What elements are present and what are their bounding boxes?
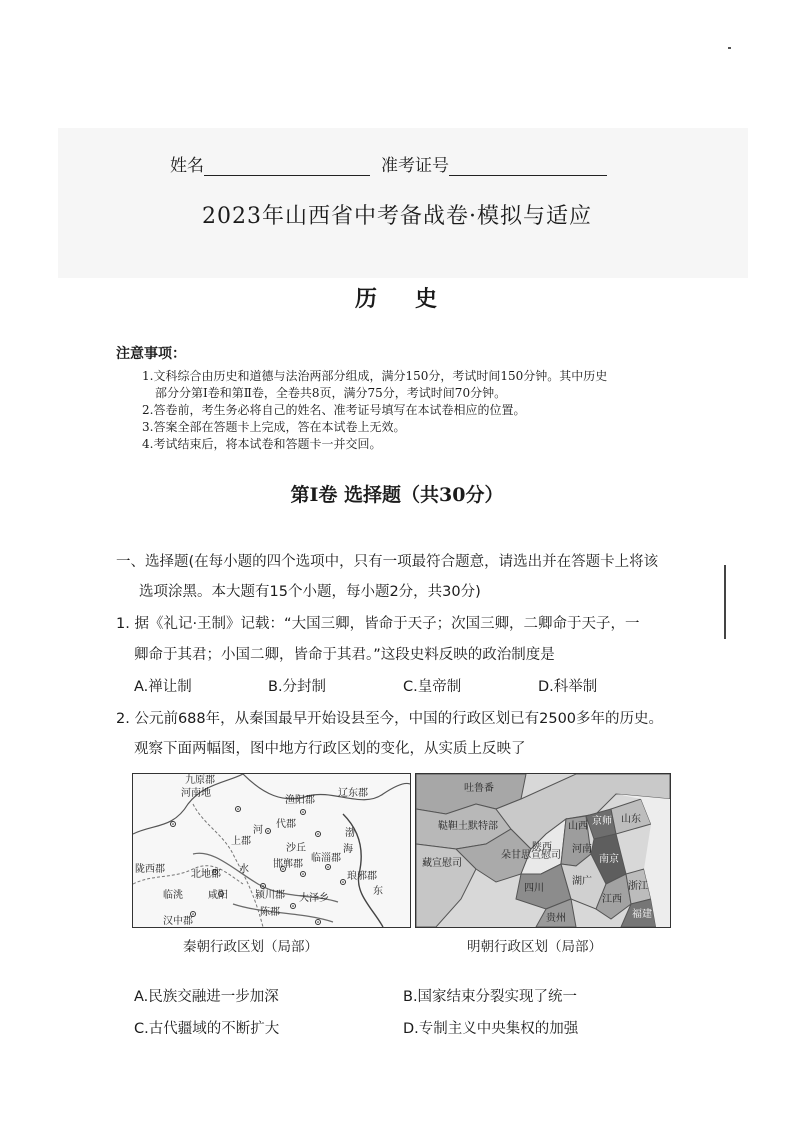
notice-line: 部分分第Ⅰ卷和第Ⅱ卷，全卷共8页，满分75分，考试时间70分钟。 — [155, 386, 507, 400]
map-label: 颍川郡 — [255, 890, 285, 901]
question-1-option-c[interactable]: C.皇帝制 — [403, 679, 462, 695]
name-label: 姓名 — [170, 156, 204, 176]
subject-title: 历史 — [355, 286, 476, 312]
map-label: 陈郡 — [260, 907, 280, 918]
question-2-text: 2. 公元前688年，从秦国最早开始设县至今，中国的行政区划已有2500多年的历史。 — [116, 711, 664, 727]
map-label: 邯郸郡 — [273, 859, 303, 870]
instructions-line: 一、选择题(在每小题的四个选项中，只有一项最符合题意，请选出并在答题卡上将该 — [116, 554, 659, 570]
map-label: 临淄郡 — [311, 853, 341, 864]
ming-map-drawing — [416, 774, 670, 927]
map-label: 吐鲁番 — [464, 783, 494, 794]
map-label: 山东 — [621, 814, 641, 825]
map-label: 代郡 — [276, 819, 296, 830]
map-label: 鞑靼土默特部 — [438, 821, 498, 832]
exam-title: 2023年山西省中考备战卷·模拟与适应 — [202, 204, 592, 229]
ming-map — [415, 773, 671, 928]
map-label: 京师 — [592, 816, 612, 827]
map-label: 沙丘 — [286, 843, 306, 854]
section-title: 第Ⅰ卷 选择题（共30分） — [290, 484, 504, 506]
map-label: 贵州 — [546, 913, 566, 924]
map-label: 浙江 — [628, 881, 648, 892]
map-label: 江西 — [602, 894, 622, 905]
map-label: 福建 — [632, 909, 652, 920]
question-2-option-d[interactable]: D.专制主义中央集权的加强 — [403, 1021, 579, 1037]
question-2-text: 观察下面两幅图，图中地方行政区划的变化，从实质上反映了 — [134, 741, 526, 757]
exam-number-label: 准考证号 — [381, 156, 449, 176]
map-label: 河南 — [572, 844, 592, 855]
map-label: 九原郡 — [185, 775, 215, 786]
instructions-line: 选项涂黑。本大题有15个小题，每小题2分，共30分) — [139, 584, 481, 600]
question-1-option-b[interactable]: B.分封制 — [268, 679, 327, 695]
exam-number-blank[interactable] — [449, 157, 607, 176]
question-1-option-a[interactable]: A.禅让制 — [134, 679, 192, 695]
map-label: 东 — [373, 886, 383, 897]
map-label: 汉中郡 — [163, 916, 193, 927]
map-label: 琅邪郡 — [347, 871, 377, 882]
map-label: 山西 — [568, 821, 588, 832]
question-2-option-a[interactable]: A.民族交融进一步加深 — [134, 989, 279, 1005]
map-label: 河南地 — [181, 788, 211, 799]
map-label: 南京 — [599, 854, 619, 865]
qin-map-caption: 秦朝行政区划（局部） — [183, 939, 318, 955]
map-label: 湖广 — [572, 876, 592, 887]
question-1-option-d[interactable]: D.科举制 — [538, 679, 598, 695]
name-blank[interactable] — [204, 157, 370, 176]
map-label: 辽东郡 — [338, 788, 368, 799]
notice-line: 4.考试结束后，将本试卷和答题卡一并交回。 — [142, 437, 382, 451]
map-label: 水 — [239, 864, 249, 875]
map-label: 藏宣慰司 — [422, 858, 462, 869]
qin-map — [132, 773, 411, 928]
map-label: 临洮 — [163, 890, 183, 901]
map-label: 渔阳郡 — [285, 795, 315, 806]
scan-speck — [728, 47, 731, 49]
qin-map-drawing — [133, 774, 410, 927]
name-field — [170, 151, 370, 176]
map-label: 陇西郡 — [135, 864, 165, 875]
exam-number-field — [381, 151, 607, 176]
map-label: 河 — [253, 825, 263, 836]
map-label: 朵甘思宣慰司 — [501, 850, 561, 861]
question-1-text: 1. 据《礼记·王制》记载：“大国三卿，皆命于天子；次国三卿，二卿命于天子，一 — [116, 616, 640, 632]
notice-line: 1.文科综合由历史和道德与法治两部分组成，满分150分，考试时间150分钟。其中历史 — [142, 369, 608, 383]
map-label: 渤 — [345, 828, 355, 839]
map-label: 四川 — [524, 883, 544, 894]
map-label: 上郡 — [231, 836, 251, 847]
map-label: 海 — [343, 844, 353, 855]
question-2-option-c[interactable]: C.古代疆域的不断扩大 — [134, 1021, 280, 1037]
map-label: 陕西 — [532, 842, 552, 853]
notice-line: 2.答卷前，考生务必将自己的姓名、准考证号填写在本试卷相应的位置。 — [142, 403, 526, 417]
notice-line: 3.答案全部在答题卡上完成，答在本试卷上无效。 — [142, 420, 406, 434]
map-label: 咸阳 — [208, 890, 228, 901]
map-label: 北地郡 — [191, 869, 221, 880]
scan-edge-mark — [724, 565, 726, 639]
question-2-option-b[interactable]: B.国家结束分裂实现了统一 — [403, 989, 578, 1005]
map-label: 大泽乡 — [299, 893, 329, 904]
ming-map-caption: 明朝行政区划（局部） — [467, 939, 602, 955]
question-1-text: 卿命于其君；小国二卿，皆命于其君。”这段史料反映的政治制度是 — [134, 647, 555, 663]
notice-heading: 注意事项： — [116, 346, 186, 362]
